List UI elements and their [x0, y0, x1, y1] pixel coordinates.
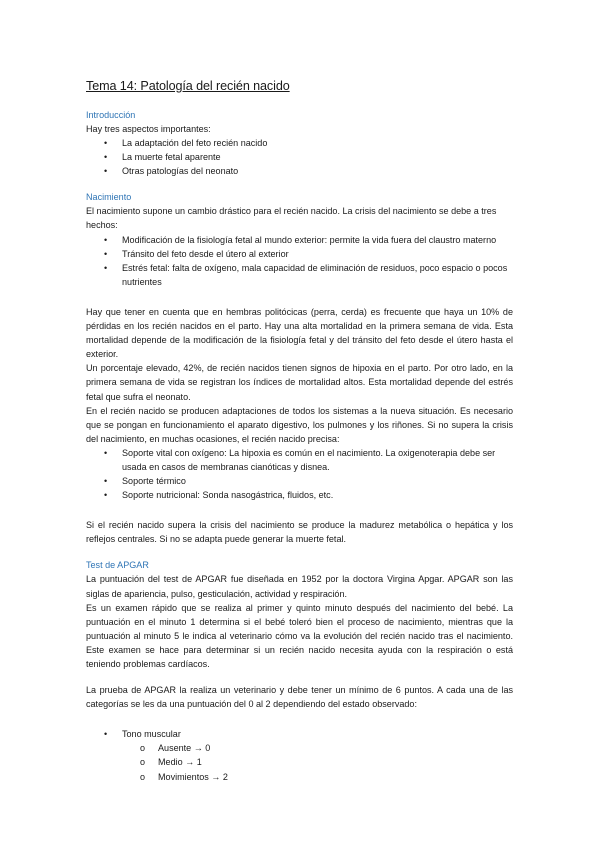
page-title: Tema 14: Patología del recién nacido — [86, 79, 290, 93]
list-item: • Soporte nutricional: Sonda nasogástrica, fluidos, etc. — [86, 488, 513, 502]
apgar-paragraph-1: La puntuación del test de APGAR fue diseñada en 1952 por la doctora Virgina Apgar. APGAR son las siglas de apariencia, pulso, gesticulación, actividad y respiración. — [86, 574, 513, 599]
intro-lead: Hay tres aspectos importantes: — [86, 124, 211, 134]
list-item — [86, 727, 513, 783]
heading-apgar: Test de APGAR — [86, 560, 149, 571]
nacimiento-lead: El nacimiento supone un cambio drástico para el recién nacido. La crisis del nacimiento se debe a tres hechos: — [86, 206, 497, 231]
nacimiento-paragraph-1: Hay que tener en cuenta que en hembras politócicas (perra, cerda) es frecuente que haya un 10% de pérdidas en los recién nacidos en el parto. Hay una alta mortalidad en la primera semana de vida. Esta mortalidad depende de la modificación de la fisiología fetal y del tránsito del feto desde el útero hasta el exterior. — [86, 306, 513, 360]
score-item: o Movimientos → 2 — [86, 770, 513, 784]
intro-list — [86, 136, 513, 178]
nacimiento-paragraph-4: Si el recién nacido supera la crisis del nacimiento se produce la madurez metabólica o hepática y los reflejos centrales. Si no se adapta puede generar la muerte fetal. — [86, 520, 513, 545]
list-item: • Otras patologías del neonato — [86, 164, 513, 178]
list-item: • Soporte vital con oxígeno: La hipoxia es común en el nacimiento. La oxigenoterapia debe ser usada en casos de membranas cianóticas y disnea. — [86, 446, 513, 474]
category-label: Tono muscular — [122, 729, 181, 740]
heading-nacimiento: Nacimiento — [86, 192, 132, 203]
list-item: • Modificación de la fisiología fetal al mundo exterior: permite la vida fuera del claustro materno — [86, 233, 513, 247]
nacimiento-paragraph-3: En el recién nacido se producen adaptaciones de todos los sistemas a la nueva situación. Es necesario que se pongan en funcionamiento el aparato digestivo, los pulmones y los riñones. Si no supera la crisis del nacimiento, en muchas ocasiones, el recién nacido precisa: — [86, 405, 513, 444]
list-item: • Soporte térmico — [86, 474, 513, 488]
score-list — [86, 741, 513, 783]
list-item: • Estrés fetal: falta de oxígeno, mala capacidad de eliminación de residuos, poco espacio o pocos nutrientes — [86, 261, 513, 289]
score-item: o Ausente → 0 — [86, 741, 513, 755]
apgar-category-list — [86, 727, 513, 783]
list-item: • La muerte fetal aparente — [86, 150, 513, 164]
score-item: o Medio → 1 — [86, 755, 513, 769]
heading-introduccion: Introducción — [86, 110, 136, 120]
list-item: • Tránsito del feto desde el útero al exterior — [86, 247, 513, 261]
list-item: • La adaptación del feto recién nacido — [86, 136, 513, 150]
apgar-paragraph-3: La prueba de APGAR la realiza un veterinario y debe tener un mínimo de 6 puntos. A cada una de las categorías se les da una puntuación del 0 al 2 dependiendo del estado observado: — [86, 685, 513, 710]
nacimiento-list — [86, 233, 513, 289]
apgar-paragraph-2: Es un examen rápido que se realiza al primer y quinto minuto después del nacimiento del bebé. La puntuación en el minuto 1 determina si el bebé toleró bien el proceso de nacimiento, mientras que la puntuación al minuto 5 le indica al veterinario cómo va la evolución del recién nacido tras el nacimiento. Este examen se hace para determinar si un recién nacido necesita ayuda con la respiración o está teniendo problemas cardíacos. — [86, 602, 513, 669]
nacimiento-paragraph-2: Un porcentaje elevado, 42%, de recién nacidos tienen signos de hipoxia en el parto. Por otro lado, en la primera semana de vida se registran los índices de mortalidad altos. Esta mortalidad depende del estrés fetal que sufra el neonato. — [86, 363, 513, 402]
support-list — [86, 446, 513, 502]
